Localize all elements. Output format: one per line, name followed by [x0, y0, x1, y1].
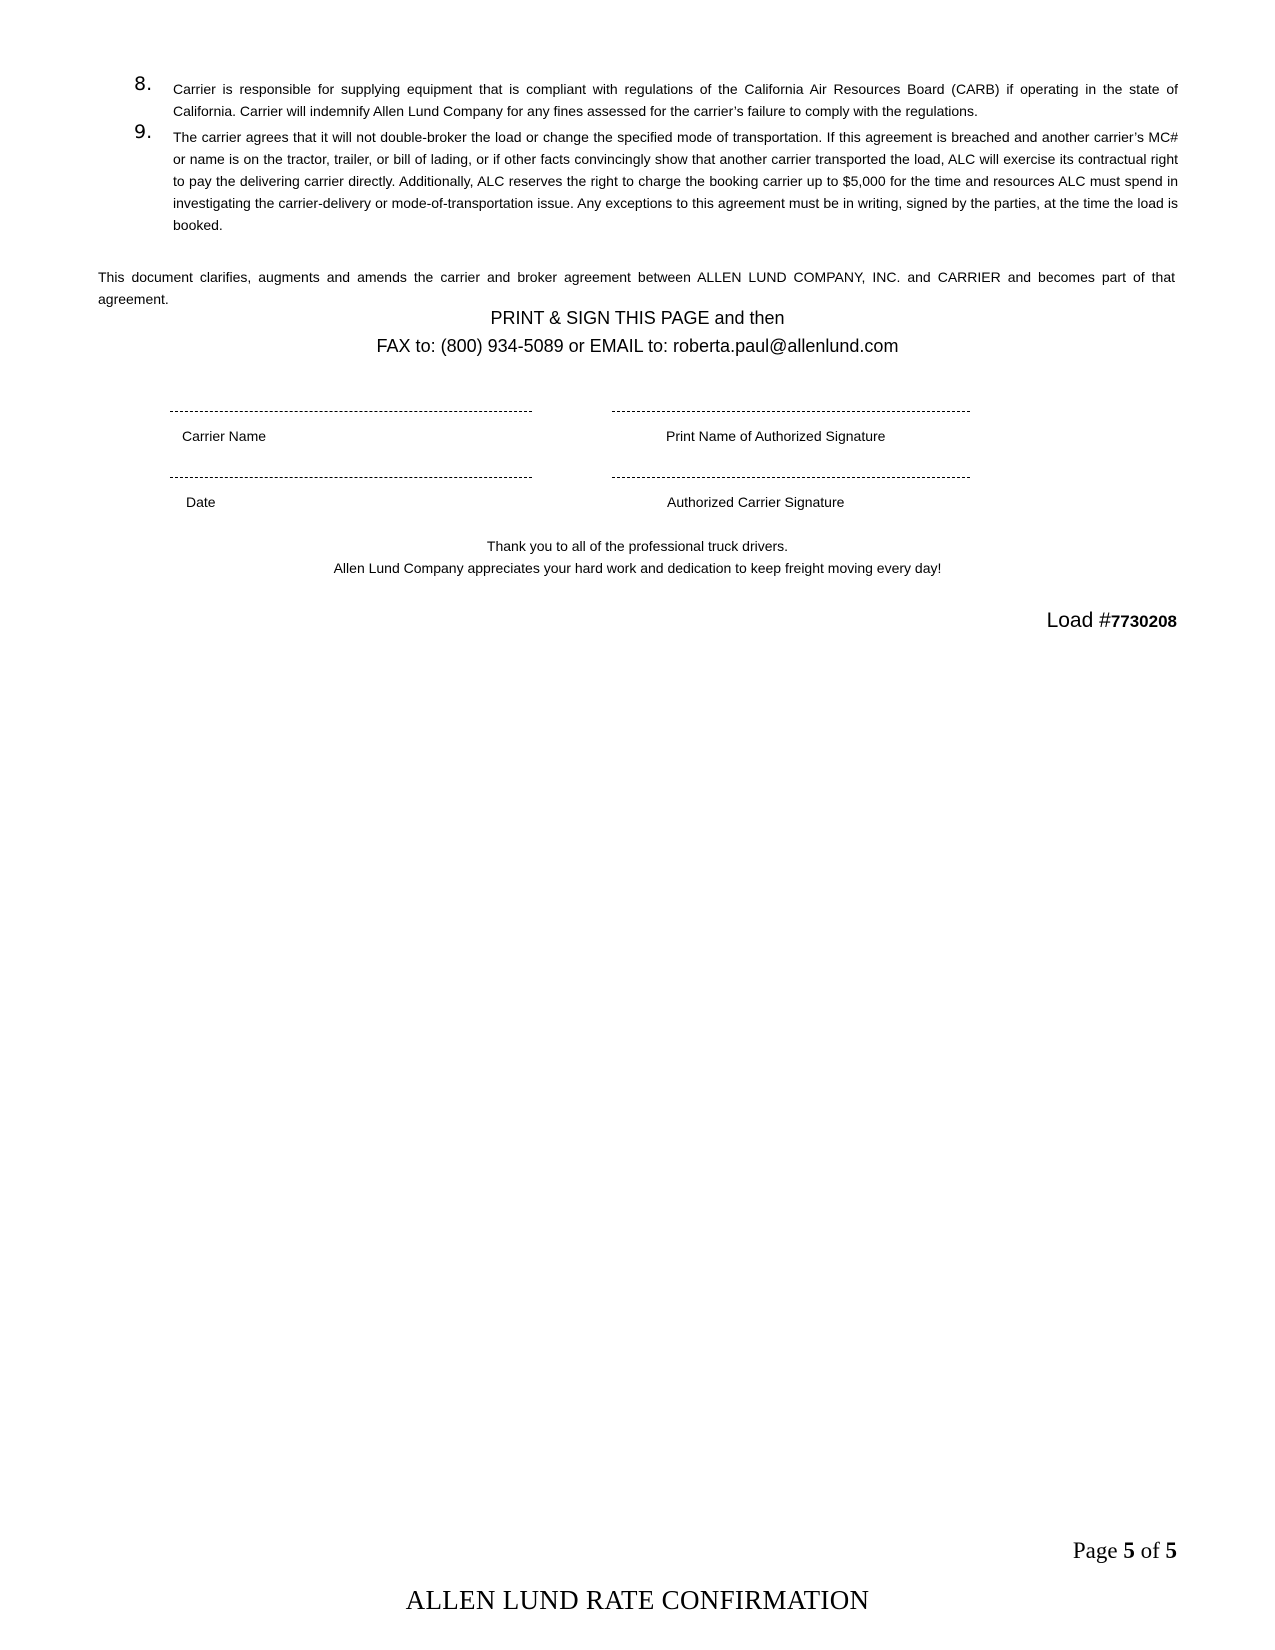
load-number-value: 7730208 [1110, 612, 1177, 631]
carrier-name-label: Carrier Name [182, 428, 267, 444]
load-label: Load # [1046, 609, 1111, 632]
page-middle: of [1134, 1538, 1166, 1563]
print-name-label: Print Name of Authorized Signature [666, 428, 886, 444]
page-current: 5 [1123, 1538, 1135, 1563]
load-number [1047, 609, 1177, 633]
page-prefix: Page [1072, 1538, 1124, 1563]
term-number: 9. [134, 121, 153, 143]
date-signature-line [170, 477, 532, 478]
instructions-line-2: FAX to: (800) 934-5089 or EMAIL to: roberta.paul@allenlund.com [376, 336, 899, 356]
thanks-line-2: Allen Lund Company appreciates your hard work and dedication to keep freight moving every day! [333, 560, 942, 576]
term-text: Carrier is responsible for supplying equipment that is compliant with regulations of the California Air Resources Board (CARB) if operating in the state of California. Carrier will indemnify Allen Lund Company for any fines assessed for the carrier’s failure to comply with the regulations. [173, 81, 1178, 119]
print-name-signature-line [612, 411, 970, 412]
carrier-name-signature-line [170, 411, 532, 412]
thanks-line-1: Thank you to all of the professional truck drivers. [486, 538, 789, 554]
term-number: 8. [134, 73, 153, 95]
instructions-line-1: PRINT & SIGN THIS PAGE and then [490, 308, 785, 328]
page-number [1073, 1538, 1177, 1564]
clarification-paragraph: This document clarifies, augments and amends the carrier and broker agreement between ALLEN LUND COMPANY, INC. and CARRIER and becomes part of that agreement. [98, 269, 1175, 307]
page-total: 5 [1165, 1538, 1177, 1563]
term-text: The carrier agrees that it will not double-broker the load or change the specified mode of transportation. If this agreement is breached and another carrier’s MC# or name is on the tractor, trailer, or bill of lading, or if other facts convincingly show that another carrier transported the load, ALC will exercise its contractual right to pay the delivering carrier directly. Additionally, ALC reserves the right to charge the booking carrier up to $5,000 for the time and resources ALC must spend in investigating the carrier-delivery or mode-of-transportation issue. Any exceptions to this agreement must be in writing, signed by the parties, at the time the load is booked. [173, 129, 1178, 233]
authorized-signature-label: Authorized Carrier Signature [667, 494, 845, 510]
footer-title: ALLEN LUND RATE CONFIRMATION [405, 1585, 870, 1615]
authorized-signature-line [612, 477, 970, 478]
date-label: Date [186, 494, 216, 510]
